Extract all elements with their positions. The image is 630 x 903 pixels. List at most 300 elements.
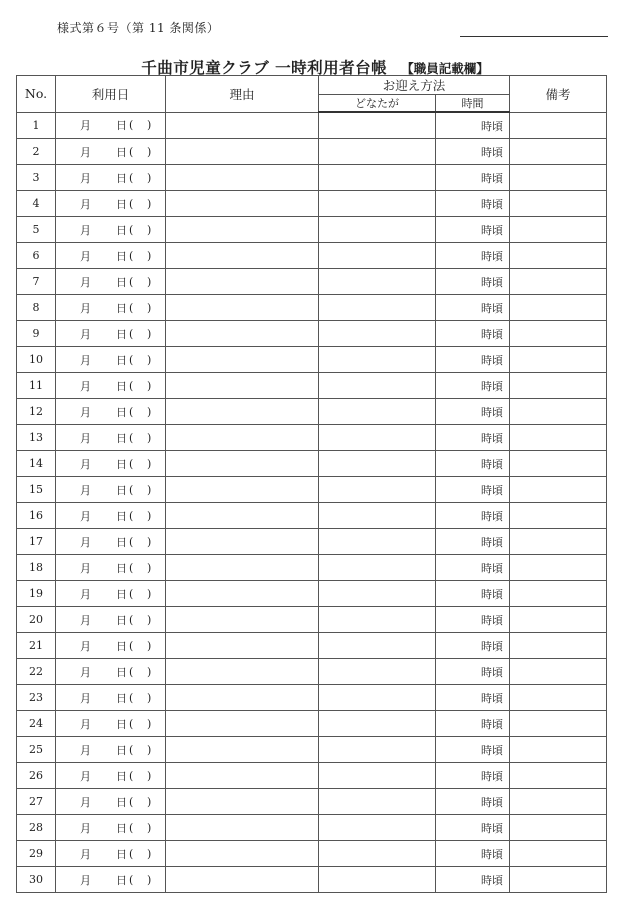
remarks-cell[interactable] — [510, 347, 607, 373]
weekday-close-paren: ) — [147, 483, 152, 496]
weekday-close-paren: ) — [147, 665, 152, 678]
weekday-close-paren: ) — [147, 431, 152, 444]
time-cell[interactable]: 時頃 — [436, 295, 510, 321]
day-label: 日 — [116, 665, 127, 679]
time-cell[interactable]: 時頃 — [436, 867, 510, 893]
time-cell[interactable]: 時頃 — [436, 581, 510, 607]
remarks-cell[interactable] — [510, 867, 607, 893]
weekday-close-paren: ) — [147, 561, 152, 574]
row-number: 9 — [17, 321, 56, 347]
month-label: 月 — [80, 197, 91, 211]
who-cell[interactable] — [319, 503, 436, 529]
row-number: 21 — [17, 633, 56, 659]
who-cell[interactable] — [319, 269, 436, 295]
time-cell[interactable]: 時頃 — [436, 347, 510, 373]
remarks-cell[interactable] — [510, 269, 607, 295]
table-row — [17, 815, 607, 841]
reason-cell[interactable] — [166, 139, 319, 165]
reason-cell[interactable] — [166, 581, 319, 607]
reason-cell[interactable] — [166, 867, 319, 893]
remarks-cell[interactable] — [510, 165, 607, 191]
weekday-close-paren: ) — [147, 769, 152, 782]
reason-cell[interactable] — [166, 165, 319, 191]
date-cell[interactable] — [56, 425, 166, 451]
who-cell[interactable] — [319, 815, 436, 841]
weekday-open-paren: ( — [129, 301, 134, 314]
reason-cell[interactable] — [166, 217, 319, 243]
day-label: 日 — [116, 197, 127, 211]
reason-cell[interactable] — [166, 841, 319, 867]
who-cell[interactable] — [319, 711, 436, 737]
who-cell[interactable] — [319, 347, 436, 373]
who-cell[interactable] — [319, 217, 436, 243]
remarks-cell[interactable] — [510, 503, 607, 529]
remarks-cell[interactable] — [510, 737, 607, 763]
date-cell[interactable] — [56, 451, 166, 477]
date-cell[interactable] — [56, 399, 166, 425]
weekday-open-paren: ( — [129, 223, 134, 236]
weekday-open-paren: ( — [129, 171, 134, 184]
remarks-cell[interactable] — [510, 321, 607, 347]
row-number: 20 — [17, 607, 56, 633]
month-label: 月 — [80, 457, 91, 471]
day-label: 日 — [116, 847, 127, 861]
who-cell[interactable] — [319, 789, 436, 815]
day-label: 日 — [116, 743, 127, 757]
remarks-cell[interactable] — [510, 711, 607, 737]
month-label: 月 — [80, 483, 91, 497]
date-cell[interactable] — [56, 347, 166, 373]
table-row — [17, 295, 607, 321]
day-label: 日 — [116, 171, 127, 185]
weekday-open-paren: ( — [129, 639, 134, 652]
table-row — [17, 581, 607, 607]
weekday-close-paren: ) — [147, 145, 152, 158]
date-cell[interactable] — [56, 763, 166, 789]
date-cell[interactable] — [56, 269, 166, 295]
weekday-close-paren: ) — [147, 301, 152, 314]
remarks-cell[interactable] — [510, 633, 607, 659]
who-cell[interactable] — [319, 763, 436, 789]
month-label: 月 — [80, 379, 91, 393]
time-cell[interactable]: 時頃 — [436, 425, 510, 451]
table-row — [17, 191, 607, 217]
table-row — [17, 373, 607, 399]
header-reason: 理由 — [166, 76, 319, 113]
date-cell[interactable] — [56, 607, 166, 633]
month-label: 月 — [80, 301, 91, 315]
time-cell[interactable]: 時頃 — [436, 191, 510, 217]
weekday-open-paren: ( — [129, 743, 134, 756]
header-date: 利用日 — [56, 76, 166, 113]
who-cell[interactable] — [319, 685, 436, 711]
time-cell[interactable]: 時頃 — [436, 503, 510, 529]
weekday-open-paren: ( — [129, 717, 134, 730]
day-label: 日 — [116, 119, 127, 133]
row-number: 30 — [17, 867, 56, 893]
row-number: 16 — [17, 503, 56, 529]
remarks-cell[interactable] — [510, 217, 607, 243]
time-cell[interactable]: 時頃 — [436, 243, 510, 269]
day-label: 日 — [116, 145, 127, 159]
remarks-cell[interactable] — [510, 789, 607, 815]
row-number: 27 — [17, 789, 56, 815]
remarks-cell[interactable] — [510, 607, 607, 633]
month-label: 月 — [80, 405, 91, 419]
remarks-cell[interactable] — [510, 425, 607, 451]
row-number: 12 — [17, 399, 56, 425]
weekday-close-paren: ) — [147, 509, 152, 522]
reason-cell[interactable] — [166, 295, 319, 321]
day-label: 日 — [116, 379, 127, 393]
time-cell[interactable]: 時頃 — [436, 112, 510, 139]
month-label: 月 — [80, 769, 91, 783]
weekday-open-paren: ( — [129, 405, 134, 418]
time-cell[interactable]: 時頃 — [436, 399, 510, 425]
row-number: 1 — [17, 112, 56, 139]
ledger-table — [16, 75, 607, 893]
weekday-open-paren: ( — [129, 795, 134, 808]
header-who: どなたが — [319, 95, 436, 113]
day-label: 日 — [116, 431, 127, 445]
day-label: 日 — [116, 821, 127, 835]
weekday-open-paren: ( — [129, 275, 134, 288]
month-label: 月 — [80, 535, 91, 549]
date-cell[interactable] — [56, 711, 166, 737]
staff-only-label: 【職員記載欄】 — [401, 61, 489, 76]
reason-cell[interactable] — [166, 789, 319, 815]
row-number: 19 — [17, 581, 56, 607]
remarks-cell[interactable] — [510, 112, 607, 139]
who-cell[interactable] — [319, 191, 436, 217]
who-cell[interactable] — [319, 451, 436, 477]
weekday-close-paren: ) — [147, 327, 152, 340]
day-label: 日 — [116, 327, 127, 341]
who-cell[interactable] — [319, 867, 436, 893]
remarks-cell[interactable] — [510, 477, 607, 503]
who-cell[interactable] — [319, 555, 436, 581]
day-label: 日 — [116, 691, 127, 705]
remarks-cell[interactable] — [510, 451, 607, 477]
weekday-close-paren: ) — [147, 691, 152, 704]
table-row — [17, 763, 607, 789]
remarks-cell[interactable] — [510, 243, 607, 269]
date-cell[interactable] — [56, 165, 166, 191]
reason-cell[interactable] — [166, 112, 319, 139]
table-row — [17, 269, 607, 295]
row-number: 4 — [17, 191, 56, 217]
reason-cell[interactable] — [166, 477, 319, 503]
date-cell[interactable] — [56, 217, 166, 243]
page-title: 千曲市児童クラブ 一時利用者台帳 — [141, 59, 388, 77]
name-underline — [460, 36, 608, 37]
month-label: 月 — [80, 639, 91, 653]
table-row — [17, 139, 607, 165]
date-cell[interactable] — [56, 477, 166, 503]
month-label: 月 — [80, 691, 91, 705]
table-row — [17, 633, 607, 659]
who-cell[interactable] — [319, 243, 436, 269]
weekday-open-paren: ( — [129, 353, 134, 366]
remarks-cell[interactable] — [510, 555, 607, 581]
weekday-close-paren: ) — [147, 457, 152, 470]
time-cell[interactable]: 時頃 — [436, 659, 510, 685]
time-cell[interactable]: 時頃 — [436, 217, 510, 243]
day-label: 日 — [116, 795, 127, 809]
date-cell[interactable] — [56, 529, 166, 555]
row-number: 10 — [17, 347, 56, 373]
remarks-cell[interactable] — [510, 295, 607, 321]
reason-cell[interactable] — [166, 269, 319, 295]
who-cell[interactable] — [319, 139, 436, 165]
table-row — [17, 841, 607, 867]
reason-cell[interactable] — [166, 607, 319, 633]
time-cell[interactable]: 時頃 — [436, 685, 510, 711]
who-cell[interactable] — [319, 607, 436, 633]
weekday-open-paren: ( — [129, 613, 134, 626]
reason-cell[interactable] — [166, 815, 319, 841]
weekday-open-paren: ( — [129, 587, 134, 600]
reason-cell[interactable] — [166, 425, 319, 451]
month-label: 月 — [80, 223, 91, 237]
table-row — [17, 659, 607, 685]
row-number: 5 — [17, 217, 56, 243]
time-cell[interactable]: 時頃 — [436, 633, 510, 659]
reason-cell[interactable] — [166, 373, 319, 399]
date-cell[interactable] — [56, 555, 166, 581]
table-row — [17, 607, 607, 633]
weekday-close-paren: ) — [147, 613, 152, 626]
date-cell[interactable] — [56, 112, 166, 139]
weekday-close-paren: ) — [147, 118, 152, 132]
row-number: 22 — [17, 659, 56, 685]
reason-cell[interactable] — [166, 633, 319, 659]
who-cell[interactable] — [319, 425, 436, 451]
month-label: 月 — [80, 275, 91, 289]
table-row — [17, 399, 607, 425]
date-cell[interactable] — [56, 659, 166, 685]
remarks-cell[interactable] — [510, 763, 607, 789]
time-cell[interactable]: 時頃 — [436, 165, 510, 191]
remarks-cell[interactable] — [510, 659, 607, 685]
weekday-close-paren: ) — [147, 171, 152, 184]
weekday-open-paren: ( — [129, 327, 134, 340]
who-cell[interactable] — [319, 165, 436, 191]
remarks-cell[interactable] — [510, 139, 607, 165]
weekday-close-paren: ) — [147, 535, 152, 548]
month-label: 月 — [80, 743, 91, 757]
reason-cell[interactable] — [166, 737, 319, 763]
weekday-close-paren: ) — [147, 379, 152, 392]
row-number: 18 — [17, 555, 56, 581]
date-cell[interactable] — [56, 685, 166, 711]
time-cell[interactable]: 時頃 — [436, 815, 510, 841]
weekday-close-paren: ) — [147, 223, 152, 236]
reason-cell[interactable] — [166, 659, 319, 685]
day-label: 日 — [116, 613, 127, 627]
who-cell[interactable] — [319, 659, 436, 685]
date-cell[interactable] — [56, 191, 166, 217]
day-label: 日 — [116, 561, 127, 575]
date-cell[interactable] — [56, 737, 166, 763]
weekday-open-paren: ( — [129, 431, 134, 444]
time-cell[interactable]: 時頃 — [436, 529, 510, 555]
remarks-cell[interactable] — [510, 191, 607, 217]
day-label: 日 — [116, 457, 127, 471]
reason-cell[interactable] — [166, 191, 319, 217]
day-label: 日 — [116, 301, 127, 315]
weekday-close-paren: ) — [147, 873, 152, 886]
weekday-close-paren: ) — [147, 821, 152, 834]
month-label: 月 — [80, 353, 91, 367]
month-label: 月 — [80, 847, 91, 861]
date-cell[interactable] — [56, 321, 166, 347]
date-cell[interactable] — [56, 139, 166, 165]
time-cell[interactable]: 時頃 — [436, 477, 510, 503]
date-cell[interactable] — [56, 815, 166, 841]
weekday-open-paren: ( — [129, 509, 134, 522]
weekday-close-paren: ) — [147, 743, 152, 756]
reason-cell[interactable] — [166, 763, 319, 789]
who-cell[interactable] — [319, 841, 436, 867]
weekday-open-paren: ( — [129, 847, 134, 860]
weekday-open-paren: ( — [129, 483, 134, 496]
day-label: 日 — [116, 717, 127, 731]
who-cell[interactable] — [319, 581, 436, 607]
time-cell[interactable]: 時頃 — [436, 321, 510, 347]
day-label: 日 — [116, 249, 127, 263]
row-number: 28 — [17, 815, 56, 841]
date-cell[interactable] — [56, 243, 166, 269]
who-cell[interactable] — [319, 399, 436, 425]
date-cell[interactable] — [56, 841, 166, 867]
time-cell[interactable]: 時頃 — [436, 269, 510, 295]
time-cell[interactable]: 時頃 — [436, 373, 510, 399]
row-number: 25 — [17, 737, 56, 763]
remarks-cell[interactable] — [510, 529, 607, 555]
weekday-close-paren: ) — [147, 353, 152, 366]
table-row — [17, 347, 607, 373]
who-cell[interactable] — [319, 477, 436, 503]
reason-cell[interactable] — [166, 503, 319, 529]
reason-cell[interactable] — [166, 243, 319, 269]
month-label: 月 — [80, 119, 91, 133]
header-pickup: お迎え方法 — [319, 76, 510, 95]
date-cell[interactable] — [56, 789, 166, 815]
day-label: 日 — [116, 873, 127, 887]
reason-cell[interactable] — [166, 451, 319, 477]
weekday-close-paren: ) — [147, 197, 152, 210]
row-number: 14 — [17, 451, 56, 477]
day-label: 日 — [116, 509, 127, 523]
row-number: 13 — [17, 425, 56, 451]
table-row — [17, 737, 607, 763]
reason-cell[interactable] — [166, 555, 319, 581]
remarks-cell[interactable] — [510, 399, 607, 425]
header-remarks: 備考 — [510, 76, 607, 113]
row-number: 26 — [17, 763, 56, 789]
weekday-open-paren: ( — [129, 379, 134, 392]
row-number: 29 — [17, 841, 56, 867]
reason-cell[interactable] — [166, 685, 319, 711]
day-label: 日 — [116, 769, 127, 783]
day-label: 日 — [116, 275, 127, 289]
day-label: 日 — [116, 587, 127, 601]
date-cell[interactable] — [56, 295, 166, 321]
date-cell[interactable] — [56, 633, 166, 659]
row-number: 24 — [17, 711, 56, 737]
weekday-open-paren: ( — [129, 118, 134, 132]
reason-cell[interactable] — [166, 321, 319, 347]
time-cell[interactable]: 時頃 — [436, 841, 510, 867]
time-cell[interactable]: 時頃 — [436, 555, 510, 581]
row-number: 3 — [17, 165, 56, 191]
time-cell[interactable]: 時頃 — [436, 451, 510, 477]
row-number: 8 — [17, 295, 56, 321]
who-cell[interactable] — [319, 295, 436, 321]
who-cell[interactable] — [319, 112, 436, 139]
date-cell[interactable] — [56, 867, 166, 893]
weekday-close-paren: ) — [147, 639, 152, 652]
reason-cell[interactable] — [166, 711, 319, 737]
remarks-cell[interactable] — [510, 581, 607, 607]
time-cell[interactable]: 時頃 — [436, 607, 510, 633]
who-cell[interactable] — [319, 321, 436, 347]
table-row — [17, 165, 607, 191]
weekday-open-paren: ( — [129, 821, 134, 834]
time-cell[interactable]: 時頃 — [436, 737, 510, 763]
table-row — [17, 321, 607, 347]
date-cell[interactable] — [56, 373, 166, 399]
row-number: 11 — [17, 373, 56, 399]
time-cell[interactable]: 時頃 — [436, 789, 510, 815]
row-number: 6 — [17, 243, 56, 269]
who-cell[interactable] — [319, 633, 436, 659]
who-cell[interactable] — [319, 373, 436, 399]
table-row — [17, 685, 607, 711]
remarks-cell[interactable] — [510, 373, 607, 399]
table-row — [17, 425, 607, 451]
time-cell[interactable]: 時頃 — [436, 763, 510, 789]
date-cell[interactable] — [56, 503, 166, 529]
who-cell[interactable] — [319, 737, 436, 763]
time-cell[interactable]: 時頃 — [436, 711, 510, 737]
row-number: 2 — [17, 139, 56, 165]
remarks-cell[interactable] — [510, 685, 607, 711]
weekday-open-paren: ( — [129, 249, 134, 262]
row-number: 17 — [17, 529, 56, 555]
header-no: No. — [17, 76, 56, 113]
table-row — [17, 217, 607, 243]
month-label: 月 — [80, 327, 91, 341]
who-cell[interactable] — [319, 529, 436, 555]
remarks-cell[interactable] — [510, 815, 607, 841]
date-cell[interactable] — [56, 581, 166, 607]
table-row — [17, 503, 607, 529]
time-cell[interactable]: 時頃 — [436, 139, 510, 165]
table-row — [17, 243, 607, 269]
table-row — [17, 711, 607, 737]
weekday-open-paren: ( — [129, 535, 134, 548]
reason-cell[interactable] — [166, 529, 319, 555]
weekday-open-paren: ( — [129, 665, 134, 678]
reason-cell[interactable] — [166, 399, 319, 425]
weekday-open-paren: ( — [129, 457, 134, 470]
reason-cell[interactable] — [166, 347, 319, 373]
remarks-cell[interactable] — [510, 841, 607, 867]
table-row — [17, 789, 607, 815]
weekday-open-paren: ( — [129, 691, 134, 704]
